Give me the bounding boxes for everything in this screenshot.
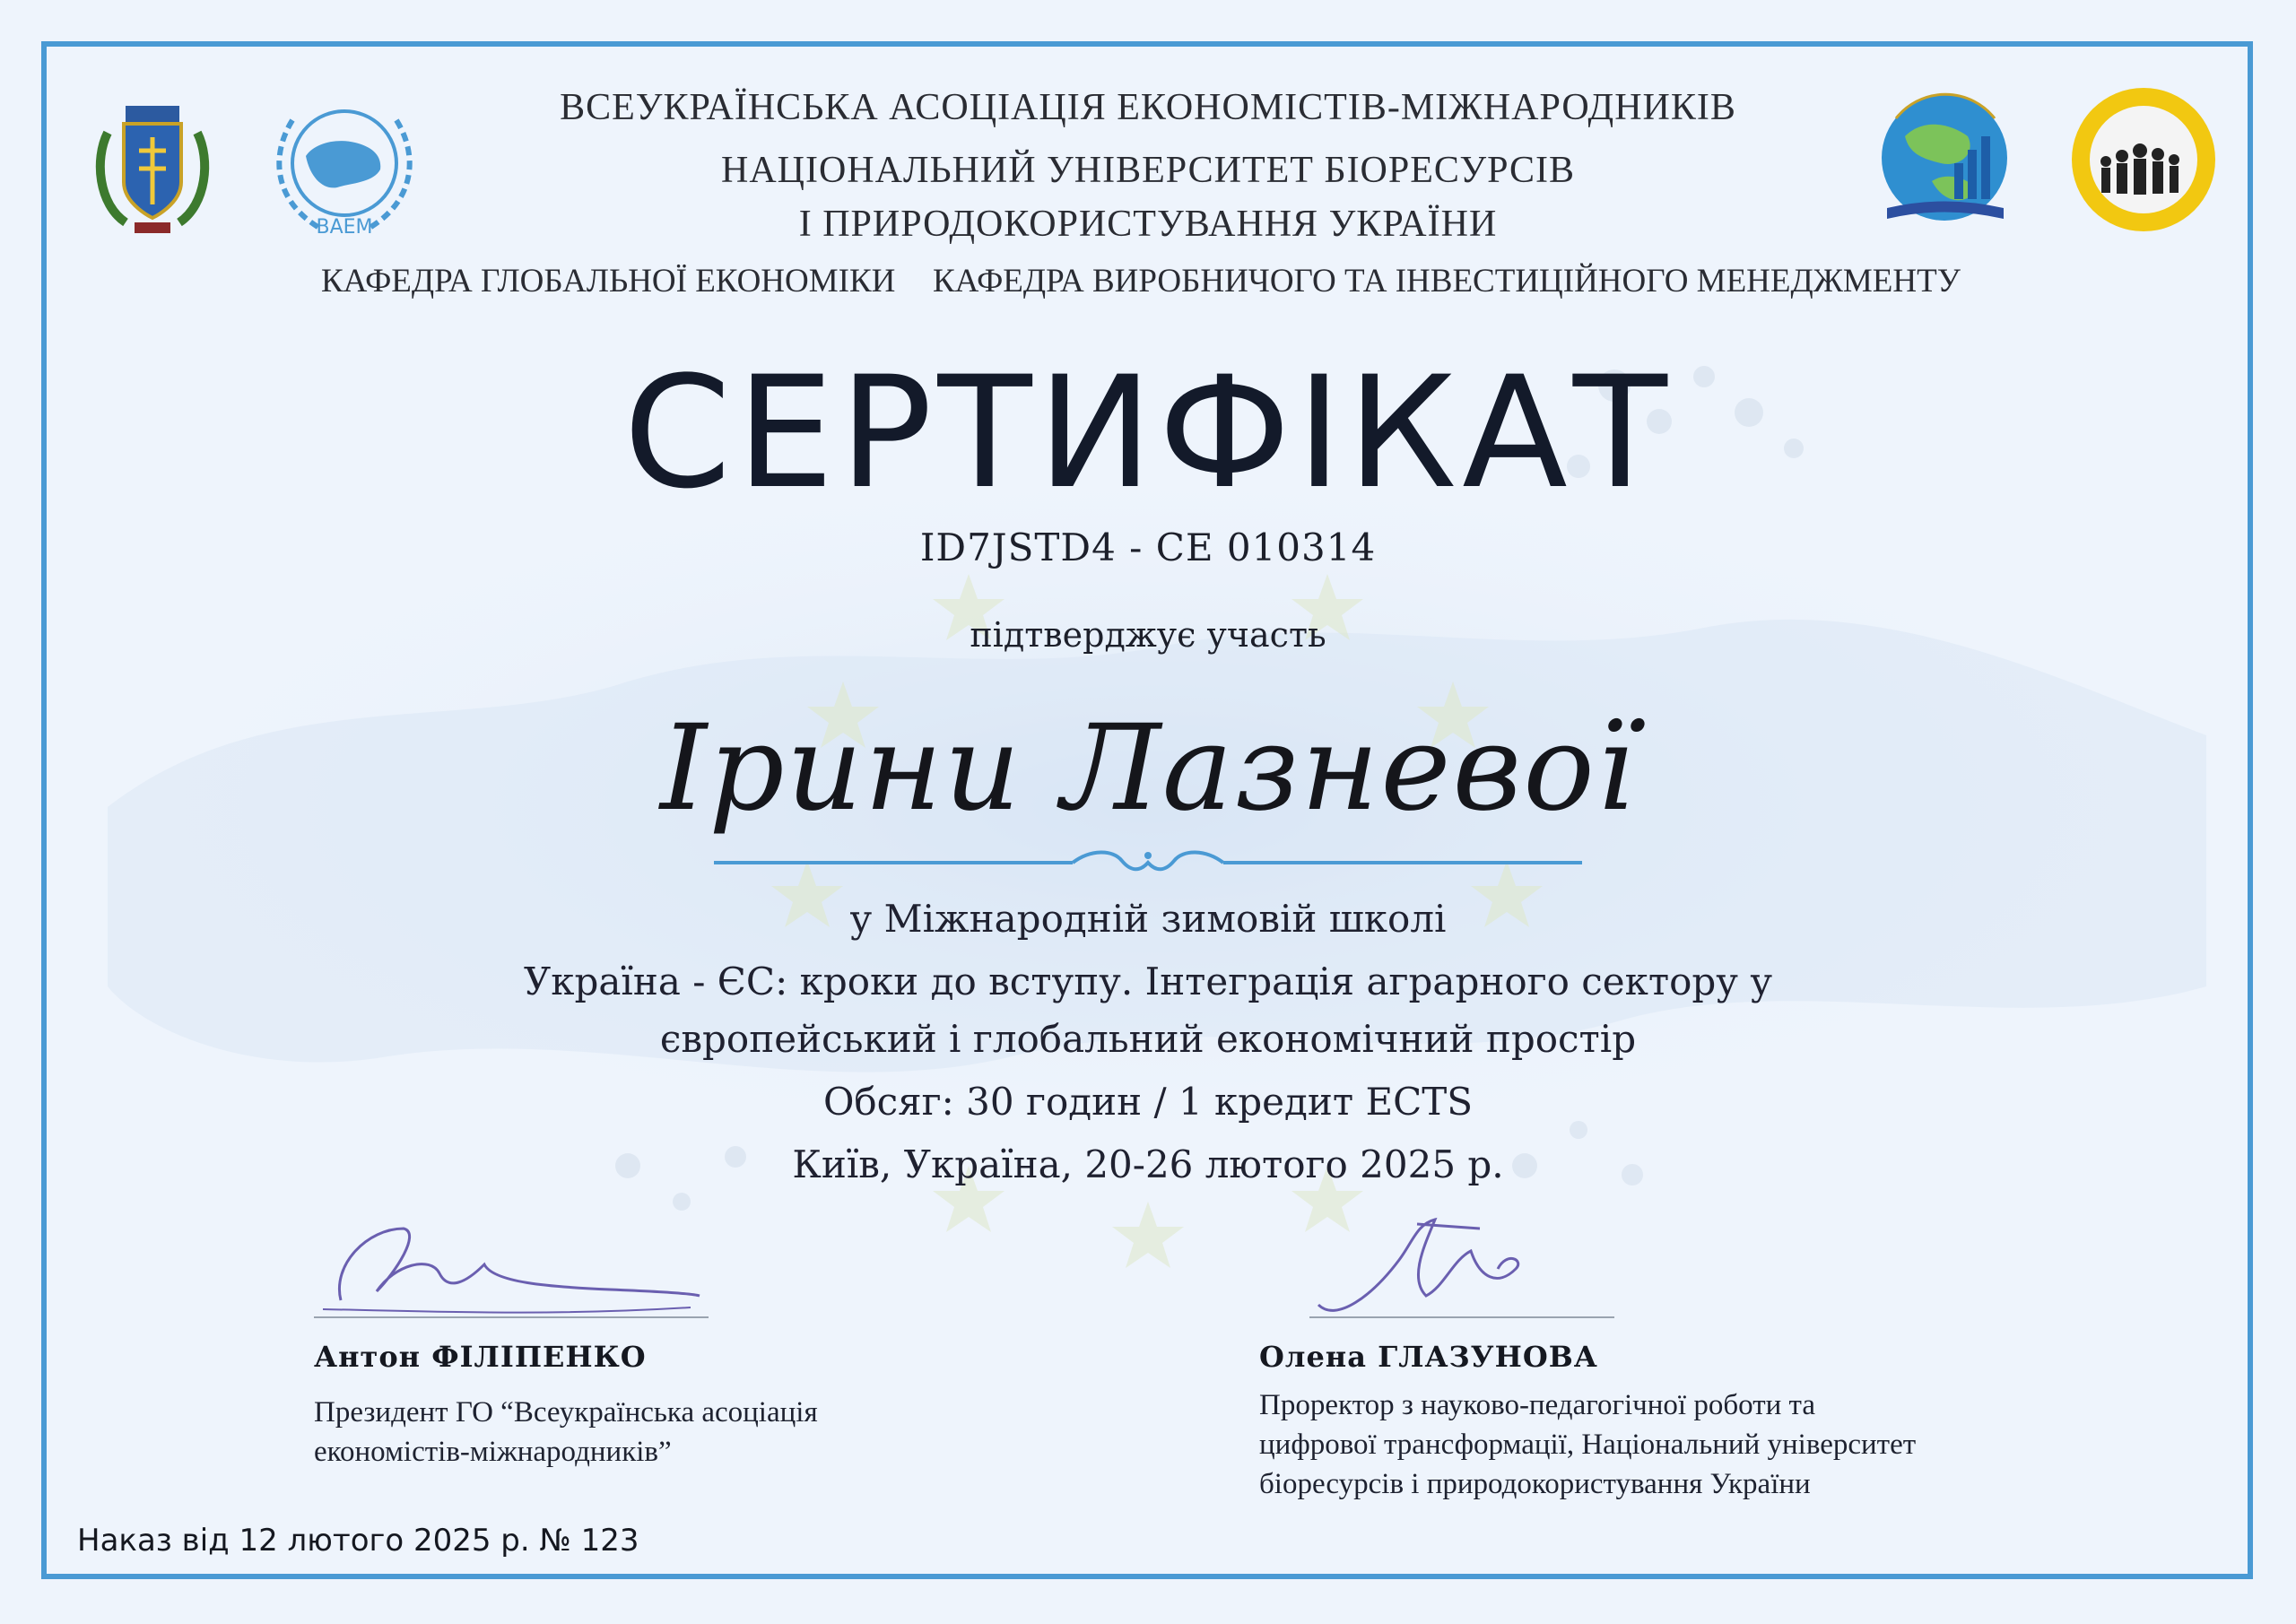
signatory-name-right: Олена ГЛАЗУНОВА — [1259, 1340, 1598, 1374]
location-date-line: Київ, Україна, 20-26 лютого 2025 р. — [792, 1142, 1504, 1186]
confirmation-text: підтверджує участь — [970, 615, 1326, 655]
university-title-line2: І ПРИРОДОКОРИСТУВАННЯ УКРАЇНИ — [798, 204, 1498, 245]
order-reference: Наказ від 12 лютого 2025 р. № 123 — [77, 1523, 639, 1559]
vaem-label: ВАЕМ — [316, 216, 373, 239]
association-title: ВСЕУКРАЇНСЬКА АСОЦІАЦІЯ ЕКОНОМІСТІВ-МІЖНАРОДНИКІВ — [560, 87, 1736, 128]
signatory-role-right-line3: біоресурсів і природокористування України — [1259, 1468, 1811, 1500]
signature-line-right — [1309, 1316, 1614, 1318]
signature-line-left — [314, 1316, 709, 1318]
signatory-role-left-line1: Президент ГО “Всеукраїнська асоціація — [314, 1396, 818, 1429]
signatory-role-right-line2: цифрової трансформації, Національний університет — [1259, 1429, 1917, 1461]
university-title-line1: НАЦІОНАЛЬНИЙ УНІВЕРСИТЕТ БІОРЕСУРСІВ — [720, 150, 1575, 191]
signatory-role-left-line2: економістів-міжнародників” — [314, 1436, 672, 1468]
divider-ornament — [714, 845, 1582, 881]
department-production-management: КАФЕДРА ВИРОБНИЧОГО ТА ІНВЕСТИЦІЙНОГО МЕНЕДЖМЕНТУ — [933, 263, 1961, 300]
certificate-id: ID7JSTD4 - CE 010314 — [919, 525, 1377, 569]
program-title-line1: Україна - ЄС: кроки до вступу. Інтеграція аграрного сектору у — [523, 960, 1773, 1003]
department-global-economy: КАФЕДРА ГЛОБАЛЬНОЇ ЕКОНОМІКИ — [321, 263, 896, 300]
signatory-name-left: Антон ФІЛІПЕНКО — [314, 1340, 647, 1374]
certificate-title: СЕРТИФІКАТ — [623, 343, 1673, 523]
program-title-line2: європейський і глобальний економічний простір — [659, 1017, 1637, 1061]
volume-line: Обсяг: 30 годин / 1 кредит ECTS — [822, 1080, 1474, 1124]
signature-glazunova — [1300, 1206, 1623, 1332]
recipient-name: Ірини Лазневої — [660, 699, 1636, 838]
signature-filipenko — [314, 1211, 709, 1327]
signatory-role-right-line1: Проректор з науково-педагогічної роботи та — [1259, 1389, 1815, 1421]
school-line: у Міжнародній зимовій школі — [849, 897, 1447, 941]
